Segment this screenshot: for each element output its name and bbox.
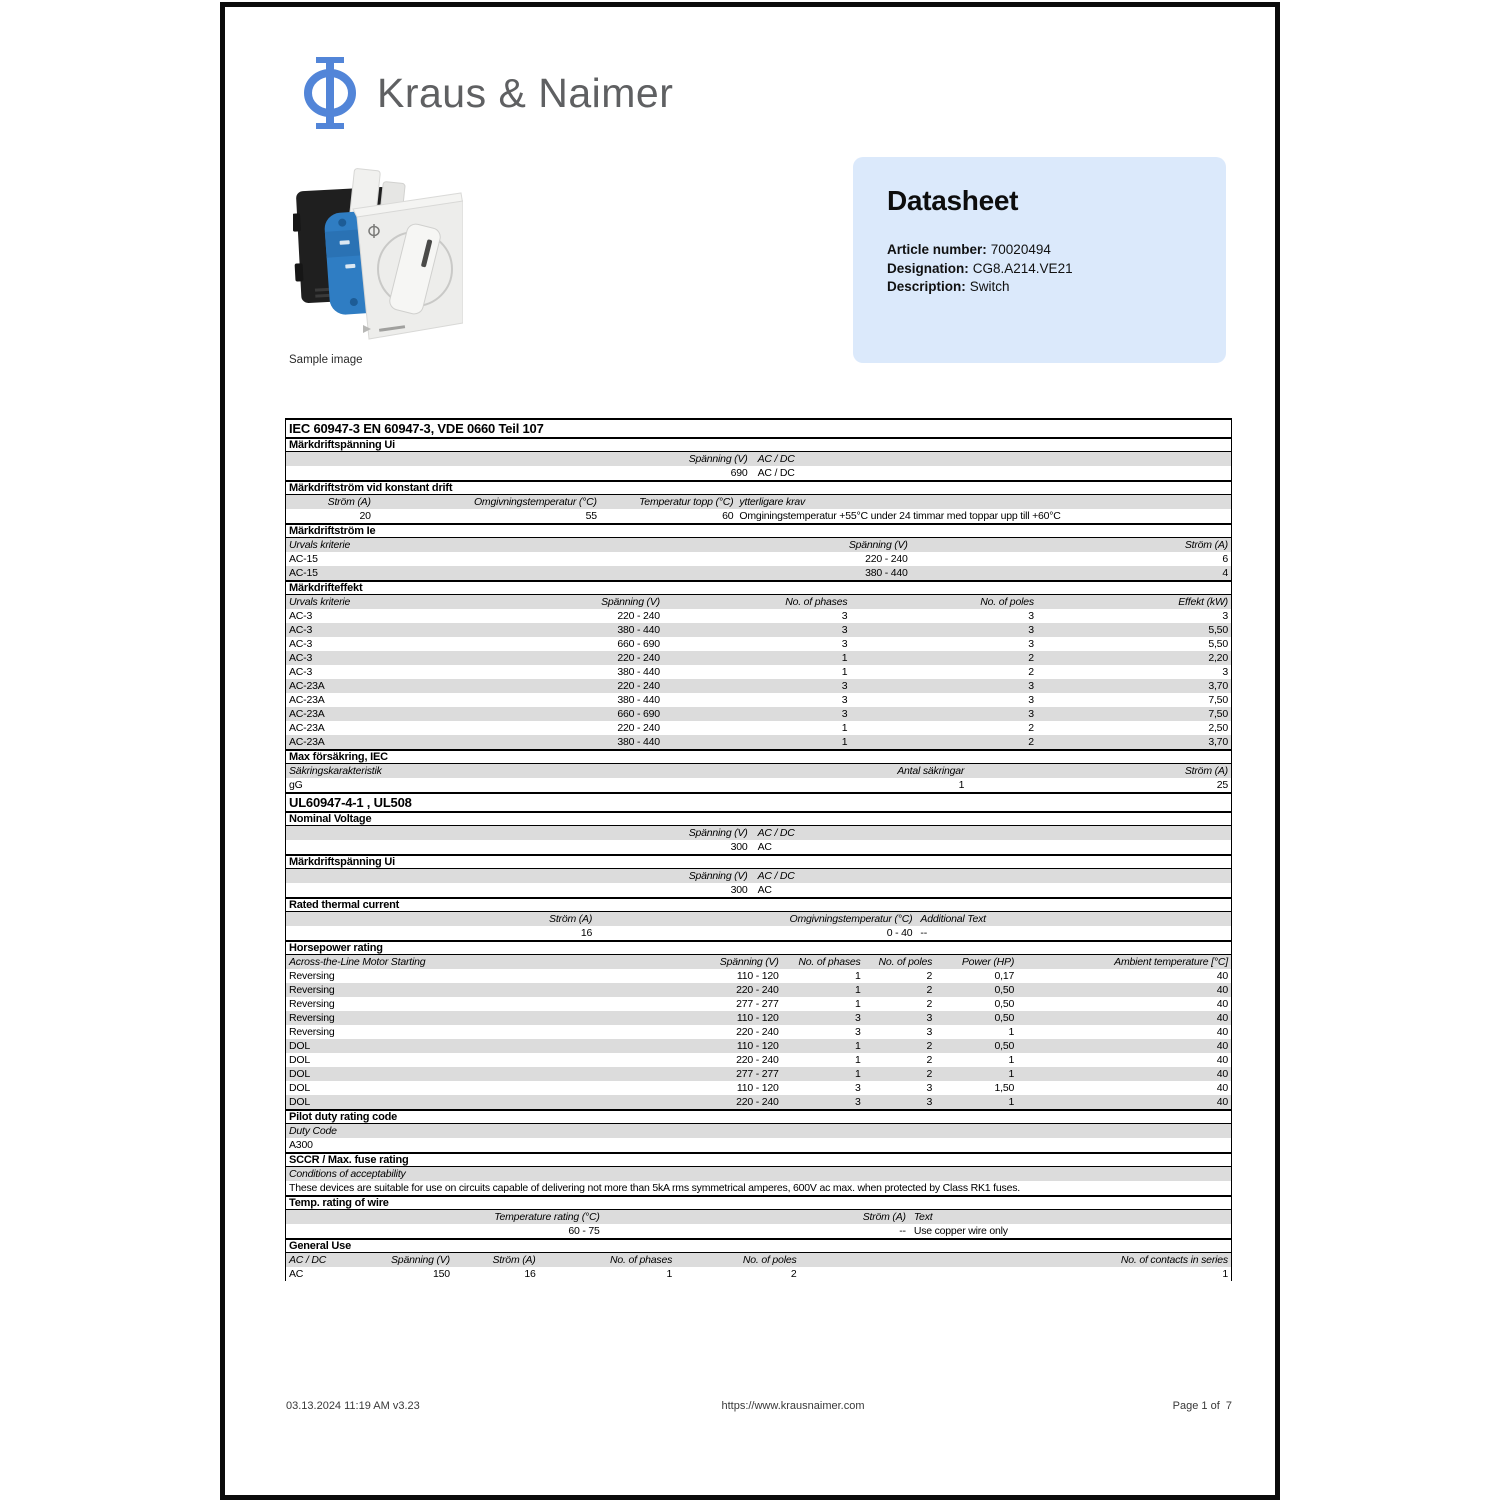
description-label: Description: bbox=[887, 279, 966, 294]
table-cell: Power (HP) bbox=[961, 956, 1015, 968]
table-cell: 3 bbox=[926, 1026, 933, 1038]
table-cell: 3 bbox=[841, 680, 848, 692]
table-cell: Ström (A) bbox=[492, 1254, 536, 1266]
table-row bbox=[286, 1267, 1231, 1281]
article-number-line bbox=[887, 241, 1192, 260]
table-cell: 16 bbox=[524, 1268, 536, 1280]
table-cell: No. of phases bbox=[609, 1254, 673, 1266]
table-cell: Urvals kriterie bbox=[289, 596, 351, 608]
table-cell: Ström (A) bbox=[549, 913, 593, 925]
table-cell: Spänning (V) bbox=[688, 870, 748, 882]
table-cell: No. of poles bbox=[980, 596, 1034, 608]
table-cell: Ström (A) bbox=[862, 1211, 906, 1223]
table-cell: 300 bbox=[730, 884, 748, 896]
table-cell: 40 bbox=[1216, 1054, 1228, 1066]
table-row bbox=[286, 1095, 1231, 1109]
table-row bbox=[286, 566, 1231, 580]
table-cell: 1 bbox=[1222, 1268, 1228, 1280]
table-cell: 7,50 bbox=[1208, 694, 1228, 706]
table-cell: AC bbox=[757, 841, 772, 853]
table-cell: 0,17 bbox=[994, 970, 1015, 982]
table-cell: 40 bbox=[1216, 1012, 1228, 1024]
table-cell: AC-23A bbox=[289, 680, 325, 692]
table-cell: AC / DC bbox=[289, 1254, 327, 1266]
table-header-row bbox=[286, 538, 1231, 552]
table-cell: 25 bbox=[1216, 779, 1228, 791]
table-cell: AC-23A bbox=[289, 708, 325, 720]
table-cell: 3 bbox=[854, 1026, 861, 1038]
table-row bbox=[286, 679, 1231, 693]
table-row bbox=[286, 1053, 1231, 1067]
table-row bbox=[286, 466, 1231, 480]
sample-image-caption: Sample image bbox=[289, 354, 363, 366]
table-cell: DOL bbox=[289, 1040, 310, 1052]
table-cell: AC / DC bbox=[757, 453, 795, 465]
table-cell: AC / DC bbox=[757, 827, 795, 839]
table-cell: 380 - 440 bbox=[865, 567, 908, 579]
table-cell: 2,50 bbox=[1208, 722, 1228, 734]
table-cell: AC bbox=[757, 884, 772, 896]
table-row bbox=[286, 1025, 1231, 1039]
table-header-row bbox=[286, 826, 1231, 840]
table-cell: 3 bbox=[1028, 610, 1034, 622]
table-section-title: IEC 60947-3 EN 60947-3, VDE 0660 Teil 107 bbox=[286, 420, 1231, 439]
table-header-row bbox=[286, 1124, 1231, 1138]
table-cell: 220 - 240 bbox=[617, 722, 660, 734]
table-cell: 3,70 bbox=[1208, 680, 1228, 692]
table-cell: 110 - 120 bbox=[736, 1012, 779, 1024]
table-cell: Spänning (V) bbox=[848, 539, 908, 551]
table-header-row bbox=[286, 764, 1231, 778]
page-footer bbox=[285, 1400, 1232, 1414]
table-cell: 2 bbox=[926, 998, 933, 1010]
table-cell: Reversing bbox=[289, 984, 335, 996]
table-cell: 0,50 bbox=[994, 998, 1015, 1010]
table-header-row bbox=[286, 1253, 1231, 1267]
table-cell: AC / DC bbox=[757, 870, 795, 882]
table-cell: Reversing bbox=[289, 1012, 335, 1024]
table-subsection-title: Märkdriftspänning Ui bbox=[286, 439, 1231, 452]
table-cell: 220 - 240 bbox=[736, 1096, 779, 1108]
table-cell: 1 bbox=[854, 998, 861, 1010]
table-cell: 690 bbox=[730, 467, 748, 479]
table-cell: 660 - 690 bbox=[617, 638, 660, 650]
table-cell: 2 bbox=[1028, 736, 1034, 748]
table-cell: 300 bbox=[730, 841, 748, 853]
designation-value: CG8.A214.VE21 bbox=[972, 260, 1073, 276]
table-cell: 1 bbox=[854, 970, 861, 982]
table-subsection-title: Pilot duty rating code bbox=[286, 1109, 1231, 1124]
table-cell: Spänning (V) bbox=[688, 827, 748, 839]
spec-table bbox=[285, 418, 1232, 1281]
table-cell: 2 bbox=[1028, 652, 1034, 664]
table-cell: 5,50 bbox=[1208, 624, 1228, 636]
table-row bbox=[286, 1138, 1231, 1152]
table-cell: 1 bbox=[1008, 1068, 1015, 1080]
table-row bbox=[286, 883, 1231, 897]
table-header-row bbox=[286, 495, 1231, 509]
table-cell: 150 bbox=[432, 1268, 450, 1280]
table-row bbox=[286, 997, 1231, 1011]
table-cell: 60 bbox=[722, 510, 734, 522]
table-cell: 3,70 bbox=[1208, 736, 1228, 748]
description-line bbox=[887, 278, 1192, 297]
table-subsection-title: Horsepower rating bbox=[286, 940, 1231, 955]
table-cell: 0,50 bbox=[994, 984, 1015, 996]
table-row bbox=[286, 1081, 1231, 1095]
table-subsection-title: Temp. rating of wire bbox=[286, 1195, 1231, 1210]
table-row bbox=[286, 840, 1231, 854]
table-cell: 220 - 240 bbox=[617, 680, 660, 692]
brand-name: Kraus & Naimer bbox=[377, 69, 674, 116]
table-row bbox=[286, 1011, 1231, 1025]
article-number-value: 70020494 bbox=[990, 242, 1051, 257]
table-row bbox=[286, 1039, 1231, 1053]
brand-logo-icon bbox=[303, 57, 357, 129]
table-subsection-title: Rated thermal current bbox=[286, 897, 1231, 912]
table-header-row bbox=[286, 912, 1231, 926]
table-cell: 40 bbox=[1216, 998, 1228, 1010]
table-row bbox=[286, 651, 1231, 665]
table-cell: AC-23A bbox=[289, 736, 325, 748]
table-row bbox=[286, 609, 1231, 623]
table-cell: Ström (A) bbox=[1184, 539, 1228, 551]
table-row bbox=[286, 665, 1231, 679]
table-cell: 1 bbox=[854, 984, 861, 996]
table-row bbox=[286, 623, 1231, 637]
table-cell: 4 bbox=[1222, 567, 1228, 579]
table-cell: Ström (A) bbox=[327, 496, 371, 508]
table-cell: No. of phases bbox=[798, 956, 861, 968]
table-cell: 40 bbox=[1216, 1082, 1228, 1094]
table-cell: 220 - 240 bbox=[865, 553, 908, 565]
document-page bbox=[220, 2, 1280, 1500]
table-cell: 380 - 440 bbox=[617, 736, 660, 748]
table-cell: No. of phases bbox=[785, 596, 848, 608]
table-cell: Spänning (V) bbox=[719, 956, 779, 968]
table-cell: A300 bbox=[289, 1139, 313, 1151]
table-row bbox=[286, 926, 1231, 940]
table-cell: 1,50 bbox=[994, 1082, 1015, 1094]
table-row bbox=[286, 1224, 1231, 1238]
table-cell: Reversing bbox=[289, 998, 335, 1010]
table-cell: 3 bbox=[854, 1082, 861, 1094]
table-cell: 40 bbox=[1216, 1096, 1228, 1108]
table-row bbox=[286, 1181, 1231, 1195]
table-cell: 3 bbox=[1222, 610, 1228, 622]
table-cell: DOL bbox=[289, 1082, 310, 1094]
table-cell: 1 bbox=[854, 1068, 861, 1080]
table-cell: 7,50 bbox=[1208, 708, 1228, 720]
table-row bbox=[286, 1067, 1231, 1081]
table-cell: 1 bbox=[841, 652, 848, 664]
table-cell: AC / DC bbox=[757, 467, 795, 479]
table-subsection-title: SCCR / Max. fuse rating bbox=[286, 1152, 1231, 1167]
table-header-row bbox=[286, 1210, 1231, 1224]
footer-page-number: Page 1 of 7 bbox=[1172, 1400, 1232, 1412]
table-cell: 6 bbox=[1222, 553, 1228, 565]
table-cell: Temperature rating (°C) bbox=[494, 1211, 600, 1223]
table-cell: 1 bbox=[1008, 1054, 1015, 1066]
table-cell: 3 bbox=[854, 1012, 861, 1024]
table-cell: 1 bbox=[958, 779, 965, 791]
table-subsection-title: Märkdriftspänning Ui bbox=[286, 854, 1231, 869]
table-cell: 3 bbox=[841, 708, 848, 720]
footer-date-version: 03.13.2024 11:19 AM v3.23 bbox=[286, 1400, 420, 1412]
table-row bbox=[286, 969, 1231, 983]
table-cell: AC bbox=[289, 1268, 304, 1280]
table-cell: Spänning (V) bbox=[688, 453, 748, 465]
table-cell: 110 - 120 bbox=[736, 970, 779, 982]
article-number-label: Article number: bbox=[887, 242, 987, 257]
brand-header bbox=[303, 57, 673, 129]
table-cell: 380 - 440 bbox=[617, 666, 660, 678]
datasheet-title: Datasheet bbox=[887, 185, 1019, 216]
table-cell: 220 - 240 bbox=[736, 1026, 779, 1038]
table-cell: 0 - 40 bbox=[886, 927, 913, 939]
table-header-row bbox=[286, 869, 1231, 883]
table-cell: 55 bbox=[585, 510, 597, 522]
table-cell: Antal säkringar bbox=[897, 765, 965, 777]
table-subsection-title: Märkdriftström vid konstant drift bbox=[286, 480, 1231, 495]
table-cell: AC-15 bbox=[289, 553, 318, 565]
table-cell: Säkringskarakteristik bbox=[289, 765, 382, 777]
table-row bbox=[286, 983, 1231, 997]
table-row bbox=[286, 735, 1231, 749]
table-cell: 2 bbox=[790, 1268, 797, 1280]
table-cell: 1 bbox=[854, 1040, 861, 1052]
table-cell: 2 bbox=[926, 1054, 933, 1066]
designation-label: Designation: bbox=[887, 260, 969, 276]
table-header-row bbox=[286, 595, 1231, 609]
table-row bbox=[286, 778, 1231, 792]
description-value: Switch bbox=[969, 279, 1010, 294]
table-cell: 1 bbox=[1008, 1096, 1015, 1108]
table-cell: 3 bbox=[1028, 624, 1034, 636]
datasheet-info-box bbox=[853, 157, 1226, 363]
table-cell: 220 - 240 bbox=[617, 610, 660, 622]
table-cell: 60 - 75 bbox=[568, 1225, 600, 1237]
table-cell: 20 bbox=[359, 510, 371, 522]
footer-url: https://www.krausnaimer.com bbox=[721, 1400, 865, 1412]
table-cell: Additional Text bbox=[920, 913, 986, 925]
table-subsection-title: Max försäkring, IEC bbox=[286, 749, 1231, 764]
table-cell: 220 - 240 bbox=[736, 984, 779, 996]
table-cell: 3 bbox=[926, 1096, 933, 1108]
table-header-row bbox=[286, 955, 1231, 969]
table-cell: 220 - 240 bbox=[617, 652, 660, 664]
table-cell: Omginingstemperatur +55°C under 24 timmar med toppar upp till +60°C bbox=[739, 510, 1061, 522]
table-cell: 2 bbox=[1028, 722, 1034, 734]
table-row bbox=[286, 693, 1231, 707]
table-cell: No. of poles bbox=[742, 1254, 797, 1266]
table-row bbox=[286, 721, 1231, 735]
table-cell: 380 - 440 bbox=[617, 694, 660, 706]
table-cell: Omgivningstemperatur (°C) bbox=[789, 913, 913, 925]
table-cell: These devices are suitable for use on circuits capable of delivering not more than 5kA rms symmetrical amperes, 600V ac max. when protected by Class RK1 fuses. bbox=[289, 1182, 1020, 1194]
table-cell: Effekt (kW) bbox=[1178, 596, 1228, 608]
table-cell: AC-15 bbox=[289, 567, 318, 579]
table-cell: 3 bbox=[926, 1012, 933, 1024]
table-cell: DOL bbox=[289, 1054, 310, 1066]
table-row bbox=[286, 707, 1231, 721]
table-cell: 277 - 277 bbox=[736, 1068, 779, 1080]
table-cell: 1 bbox=[841, 722, 848, 734]
table-cell: Ström (A) bbox=[1184, 765, 1228, 777]
table-cell: Reversing bbox=[289, 970, 335, 982]
table-cell: 40 bbox=[1216, 1026, 1228, 1038]
table-cell: AC-23A bbox=[289, 694, 325, 706]
table-cell: Text bbox=[913, 1211, 933, 1223]
table-cell: 1 bbox=[841, 666, 848, 678]
table-cell: 16 bbox=[580, 927, 593, 939]
table-cell: AC-3 bbox=[289, 624, 313, 636]
table-cell: 2,20 bbox=[1208, 652, 1228, 664]
table-header-row bbox=[286, 452, 1231, 466]
table-cell: 0,50 bbox=[994, 1040, 1015, 1052]
table-cell: 110 - 120 bbox=[736, 1082, 779, 1094]
table-cell: 2 bbox=[926, 984, 933, 996]
table-cell: 0,50 bbox=[994, 1012, 1015, 1024]
table-cell: ytterligare krav bbox=[739, 496, 806, 508]
table-cell: Across-the-Line Motor Starting bbox=[289, 956, 426, 968]
table-header-row bbox=[286, 1167, 1231, 1181]
table-cell: 1 bbox=[841, 736, 848, 748]
table-cell: AC-3 bbox=[289, 666, 313, 678]
table-cell: 3 bbox=[841, 638, 848, 650]
table-cell: Urvals kriterie bbox=[289, 539, 351, 551]
table-cell: Conditions of acceptability bbox=[289, 1168, 406, 1180]
table-cell: 2 bbox=[926, 970, 933, 982]
table-cell: 40 bbox=[1216, 984, 1228, 996]
table-cell: 660 - 690 bbox=[617, 708, 660, 720]
table-cell: 40 bbox=[1216, 1068, 1228, 1080]
table-cell: AC-3 bbox=[289, 638, 313, 650]
table-cell: 3 bbox=[1028, 638, 1034, 650]
table-cell: -- bbox=[899, 1225, 906, 1237]
table-cell: 3 bbox=[841, 610, 848, 622]
table-cell: 1 bbox=[666, 1268, 673, 1280]
table-subsection-title: Nominal Voltage bbox=[286, 813, 1231, 826]
table-cell: Duty Code bbox=[289, 1125, 337, 1137]
table-cell: 40 bbox=[1216, 970, 1228, 982]
table-cell: 3 bbox=[1222, 666, 1228, 678]
table-row bbox=[286, 552, 1231, 566]
table-cell: 220 - 240 bbox=[736, 1054, 779, 1066]
table-cell: No. of poles bbox=[878, 956, 933, 968]
table-cell: 3 bbox=[1028, 680, 1034, 692]
table-section-title: UL60947-4-1 , UL508 bbox=[286, 792, 1231, 813]
table-cell: AC-23A bbox=[289, 722, 325, 734]
table-cell: Reversing bbox=[289, 1026, 335, 1038]
table-subsection-title: Märkdrifteffekt bbox=[286, 580, 1231, 595]
table-cell: 3 bbox=[926, 1082, 933, 1094]
table-cell: 2 bbox=[926, 1040, 933, 1052]
table-cell: DOL bbox=[289, 1068, 310, 1080]
table-cell: 2 bbox=[1028, 666, 1034, 678]
table-row bbox=[286, 509, 1231, 523]
table-cell: 5,50 bbox=[1208, 638, 1228, 650]
table-cell: gG bbox=[289, 779, 303, 791]
table-cell: -- bbox=[920, 927, 927, 939]
table-cell: 40 bbox=[1216, 1040, 1228, 1052]
table-cell: 110 - 120 bbox=[736, 1040, 779, 1052]
table-subsection-title: General Use bbox=[286, 1238, 1231, 1253]
table-cell: 3 bbox=[841, 694, 848, 706]
table-cell: 3 bbox=[854, 1096, 861, 1108]
table-cell: Spänning (V) bbox=[601, 596, 660, 608]
table-subsection-title: Märkdriftström Ie bbox=[286, 523, 1231, 538]
table-cell: DOL bbox=[289, 1096, 310, 1108]
table-cell: 3 bbox=[1028, 694, 1034, 706]
table-cell: 3 bbox=[841, 624, 848, 636]
product-image bbox=[293, 159, 463, 346]
table-cell: 3 bbox=[1028, 708, 1034, 720]
table-cell: Spänning (V) bbox=[391, 1254, 450, 1266]
designation-line bbox=[887, 260, 1192, 279]
table-cell: 380 - 440 bbox=[617, 624, 660, 636]
table-cell: Ambient temperature [°C] bbox=[1114, 956, 1228, 968]
table-cell: Omgivningstemperatur (°C) bbox=[473, 496, 597, 508]
table-cell: No. of contacts in series bbox=[1120, 1254, 1228, 1266]
table-row bbox=[286, 637, 1231, 651]
table-cell: 2 bbox=[926, 1068, 933, 1080]
table-cell: AC-3 bbox=[289, 610, 313, 622]
table-cell: AC-3 bbox=[289, 652, 313, 664]
table-cell: 277 - 277 bbox=[736, 998, 779, 1010]
table-cell: Use copper wire only bbox=[913, 1225, 1008, 1237]
table-cell: Temperatur topp (°C) bbox=[639, 496, 734, 508]
table-cell: 1 bbox=[1008, 1026, 1015, 1038]
table-cell: 1 bbox=[854, 1054, 861, 1066]
